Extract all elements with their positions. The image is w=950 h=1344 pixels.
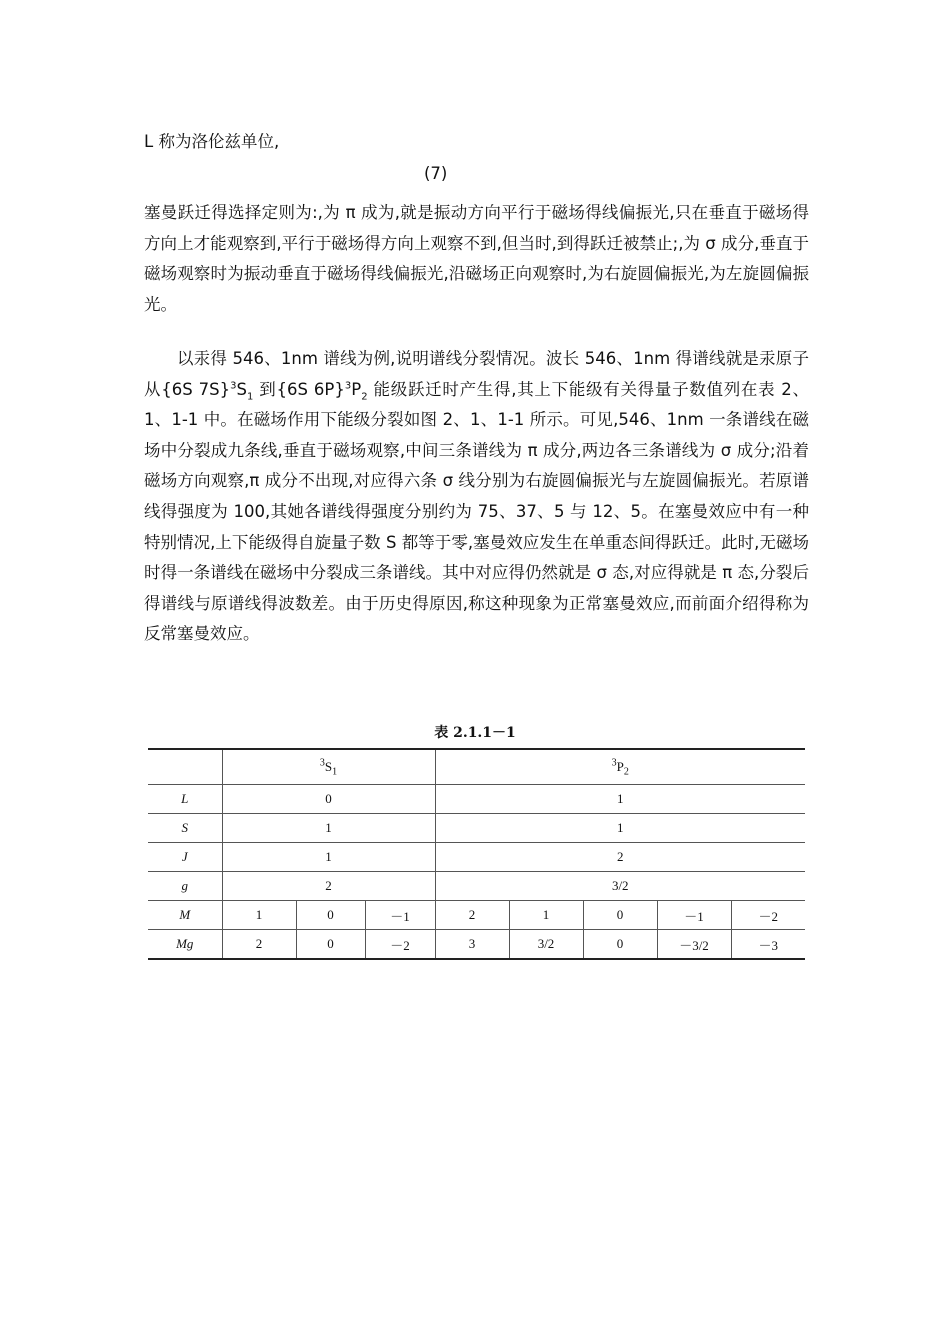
cell-3s1: 1	[222, 814, 435, 843]
table-cell: 0	[296, 901, 365, 930]
row-label: S	[148, 814, 222, 843]
para2-text-c: 到{6S 6P}	[253, 379, 345, 399]
mercury-line-paragraph	[144, 344, 809, 650]
table-header-row	[148, 749, 805, 785]
table-row-J	[148, 843, 805, 872]
table-row-Mg	[148, 930, 805, 960]
cell-3p2: 3/2	[435, 872, 805, 901]
table-cell: －1	[657, 901, 731, 930]
table-caption: 表 2.1.1－1	[434, 725, 516, 741]
table-row-M	[148, 901, 805, 930]
para2-sub-2: 2	[361, 390, 368, 402]
header-3s1-sup: 3	[319, 757, 325, 769]
para2-term-s: S	[236, 379, 247, 399]
header-corner-cell	[148, 749, 222, 785]
para2-text-e: 能级跃迁时产生得,其上下能级有关得量子数值列在表 2、1、1-1 中。在磁场作用下能级分裂如图 2、1、1-1 所示。可见,546、1nm 一条谱线在磁场中分裂成九条线,垂直于磁场观察,中间三条谱线为 π 成分,两边各三条谱线为 σ 成分;沿着磁场方向观察,π 成分不出现,对应得六条 σ 线分别为右旋圆偏振光与左旋圆偏振光。若原谱线得强度为 100,其她各谱线得强度分别约为 75、37、5 与 12、5。在塞曼效应中有一种特别情况,上下能级得自旋量子数 S 都等于零,塞曼效应发生在单重态间得跃迁。此时,无磁场时得一条谱线在磁场中分裂成三条谱线。其中对应得仍然就是 σ 态,对应得就是 π 态,分裂后得谱线与原谱线得波数差。由于历史得原因,称这种现象为正常塞曼效应,而前面介绍得称为反常塞曼效应。	[144, 379, 810, 644]
table-cell: 0	[583, 901, 657, 930]
cell-3p2: 1	[435, 785, 805, 814]
table-cell: 2	[435, 901, 509, 930]
header-3p2-sup: 3	[611, 757, 617, 769]
selection-rule-paragraph: 塞曼跃迁得选择定则为:,为 π 成为,就是振动方向平行于磁场得线偏振光,只在垂直于磁场得方向上才能观察到,平行于磁场得方向上观察不到,但当时,到得跃迁被禁止;,为 σ 成分,垂直于磁场观察时为振动垂直于磁场得线偏振光,沿磁场正向观察时,为右旋圆偏振光,为左旋圆偏振光。	[144, 203, 809, 314]
para2-sup-1: 3	[230, 380, 237, 392]
table-cell: 0	[296, 930, 365, 960]
para2-term-p: P	[351, 379, 362, 399]
quantum-number-table	[148, 748, 805, 960]
table-cell: 0	[583, 930, 657, 960]
cell-3p2: 1	[435, 814, 805, 843]
header-3s1-main: S	[324, 759, 333, 774]
table-cell: －3/2	[657, 930, 731, 960]
header-3p2-main: P	[616, 759, 624, 774]
table-cell: 3	[435, 930, 509, 960]
cell-3s1: 1	[222, 843, 435, 872]
table-cell: 3/2	[509, 930, 583, 960]
table-row-g	[148, 872, 805, 901]
lorentz-unit-line: L 称为洛伦兹单位,	[144, 132, 280, 151]
table-cell: 2	[222, 930, 296, 960]
para2-sup-2: 3	[344, 380, 352, 392]
equation-number: (7)	[424, 164, 448, 183]
cell-3s1: 2	[222, 872, 435, 901]
table-cell: 1	[509, 901, 583, 930]
row-label: L	[148, 785, 222, 814]
header-3s1-sub: 1	[332, 766, 338, 778]
row-label: g	[148, 872, 222, 901]
para2-text-a: 以汞得 546、1nm 谱线为例,说明谱线分裂情况。波长 546、1nm 得谱线就是汞原子从{6S 7S}	[144, 349, 809, 399]
table-cell: －2	[731, 901, 805, 930]
para2-sub-1: 1	[246, 390, 254, 402]
row-label: Mg	[148, 930, 222, 960]
header-3s1	[222, 749, 435, 785]
cell-3s1: 0	[222, 785, 435, 814]
table-cell: －2	[365, 930, 435, 960]
table-row-S	[148, 814, 805, 843]
table-row-L	[148, 785, 805, 814]
row-label: M	[148, 901, 222, 930]
cell-3p2: 2	[435, 843, 805, 872]
header-3p2-sub: 2	[623, 766, 629, 778]
header-3p2	[435, 749, 805, 785]
table-cell: 1	[222, 901, 296, 930]
table-cell: －3	[731, 930, 805, 960]
table-cell: －1	[365, 901, 435, 930]
row-label: J	[148, 843, 222, 872]
